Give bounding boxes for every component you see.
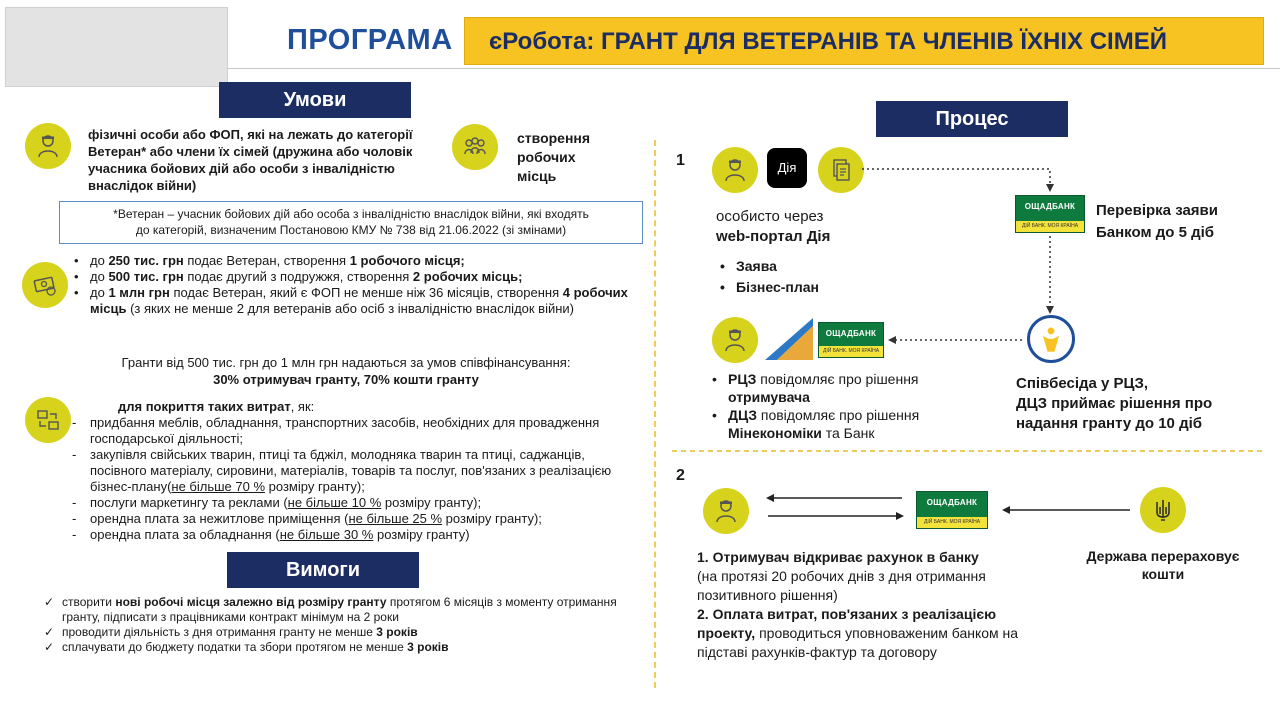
requirements-list [44,595,640,655]
list-item: • Заява [718,256,819,277]
notify-list [710,370,980,442]
list-item: • до 1 млн грн подає Ветеран, який є ФОП не менше ніж 36 місяців, створення 4 робочих місць (з яких не менше 2 для ветеранів або осіб з інвалідністю внаслідок війни) [72,285,632,317]
interview-line: Співбесіда у РЦЗ, [1016,375,1149,392]
veteran-footnote [59,201,643,244]
footnote-line: до категорій, визначеним Постановою КМУ № 738 від 21.06.2022 (зі змінами) [135,223,567,237]
expenses-intro: для покриття таких витрат, як: [118,399,315,414]
umovy-heading: Умови [219,82,411,118]
eligibility-text: фізичні особи або ФОП, які на лежать до категорії Ветеран* або члени їх сімей (дружина або чоловік учасника бойових дій або особи з інвалідністю внаслідок війни) [88,127,413,193]
list-item: • ДЦЗ повідомляє про рішення Мінекономіки та Банк [710,406,980,442]
list-item: - орендна плата за обладнання (не більше 30 % розміру гранту) [72,527,632,543]
dcz-emblem [1027,315,1075,363]
ministry-logo [765,318,813,360]
oschadbank-logo [916,491,988,529]
page-title: єРобота: ГРАНТ ДЛЯ ВЕТЕРАНІВ ТА ЧЛЕНІВ ЇХНІХ СІМЕЙ [464,17,1264,65]
list-item: - закупівля свійських тварин, птиці та бджіл, молодняка тварин та птиці, саджанців, посівного матеріалу, сировини, матеріалів, товарів та послуг, пов'язаних з реалізацією бізнес-плану(не більше 70 % розміру гранту); [72,447,632,495]
oschadbank-logo [818,322,884,358]
step2-details [697,548,1037,662]
diia-logo [767,148,807,188]
list-item: • РЦЗ повідомляє про рішення отримувача [710,370,980,406]
header-divider [228,68,1280,69]
jobs-text: створення робочих місць [517,130,591,184]
list-item: ✓ створити нові робочі місця залежно від розміру гранту протягом 6 місяців з моменту отримання гранту, підписати з працівниками контракт мінімум на 2 роки [44,595,640,625]
cofinancing-split: 30% отримувач гранту, 70% кошти гранту [213,372,479,387]
employment-center-icon [1036,324,1066,354]
state-transfer-text: Держава перераховує кошти [1086,548,1240,582]
logo-placeholder [5,7,228,87]
list-item: - придбання меблів, обладнання, транспортних засобів, необхідних для провадження господарської діяльності; [72,415,632,447]
cofinancing-note [30,354,662,388]
step2-item: 2. Оплата витрат, пов'язаних з реалізацією проекту, проводиться уповноваженим банком на підставі рахунків-фактур та договору [697,606,1019,660]
team-icon [452,124,498,170]
step-number: 2 [676,467,685,484]
person-icon [25,123,71,169]
interview-line: ДЦЗ приймає рішення про [1016,395,1213,412]
list-item: • до 500 тис. грн подає другий з подружжя, створення 2 робочих місць; [72,269,632,285]
portal-line: особисто через [716,208,824,225]
program-label: ПРОГРАМА [287,24,453,56]
list-item: ✓ сплачувати до бюджету податки та збори протягом не менше 3 років [44,640,640,655]
bank-check-text: Перевірка заяви Банком до 5 діб [1096,202,1218,241]
list-item: ✓ проводити діяльність з дня отримання гранту не менше 3 років [44,625,640,640]
document-icon [818,147,864,193]
step2-note: (на протязі 20 робочих днів з дня отримання позитивного рішення) [697,568,986,603]
step2-item: 1. Отримувач відкриває рахунок в банку [697,549,979,565]
bank-slogan: ДІЙ БАНК. МОЯ КРАЇНА [917,517,987,528]
portal-text [716,207,830,247]
amounts-list [72,253,632,317]
bank-slogan: ДІЙ БАНК. МОЯ КРАЇНА [1016,221,1084,232]
vymohy-heading: Вимоги [227,552,419,588]
expenses-list [72,415,632,543]
step-number: 1 [676,152,685,169]
list-item: - орендна плата за нежитлове приміщення (не більше 25 % розміру гранту); [72,511,632,527]
cofinancing-line: Гранти від 500 тис. грн до 1 млн грн надаються за умов співфінансування: [121,355,571,370]
bank-name: ОЩАДБАНК [926,498,978,507]
interview-text: Співбесіда у РЦЗ, ДЦЗ приймає рішення про надання гранту до 10 діб [1016,375,1213,432]
list-item: • до 250 тис. грн подає Ветеран, створення 1 робочого місця; [72,253,632,269]
bank-slogan: ДІЙ БАНК. МОЯ КРАЇНА [819,346,883,357]
person-icon [712,147,758,193]
documents-list [718,256,819,298]
footnote-line: *Ветеран – учасник бойових дій або особа з інвалідністю внаслідок війни, які входять [113,207,589,221]
trident-icon [1140,487,1186,533]
check-line: Перевірка заяви [1096,202,1218,219]
person-icon [703,488,749,534]
list-item: • Бізнес-план [718,277,819,298]
bank-name: ОЩАДБАНК [825,329,877,338]
portal-name: web-портал Дія [716,228,831,245]
transfer-icon [25,397,71,443]
diia-logo-text: Дія [777,160,797,175]
process-heading: Процес [876,101,1068,137]
oschadbank-logo [1015,195,1085,233]
person-icon [712,317,758,363]
money-icon [22,262,68,308]
bank-name: ОЩАДБАНК [1024,202,1076,211]
column-divider [654,140,656,688]
list-item: - послуги маркетингу та рекл​ами (не більше 10 % розміру гранту); [72,495,632,511]
